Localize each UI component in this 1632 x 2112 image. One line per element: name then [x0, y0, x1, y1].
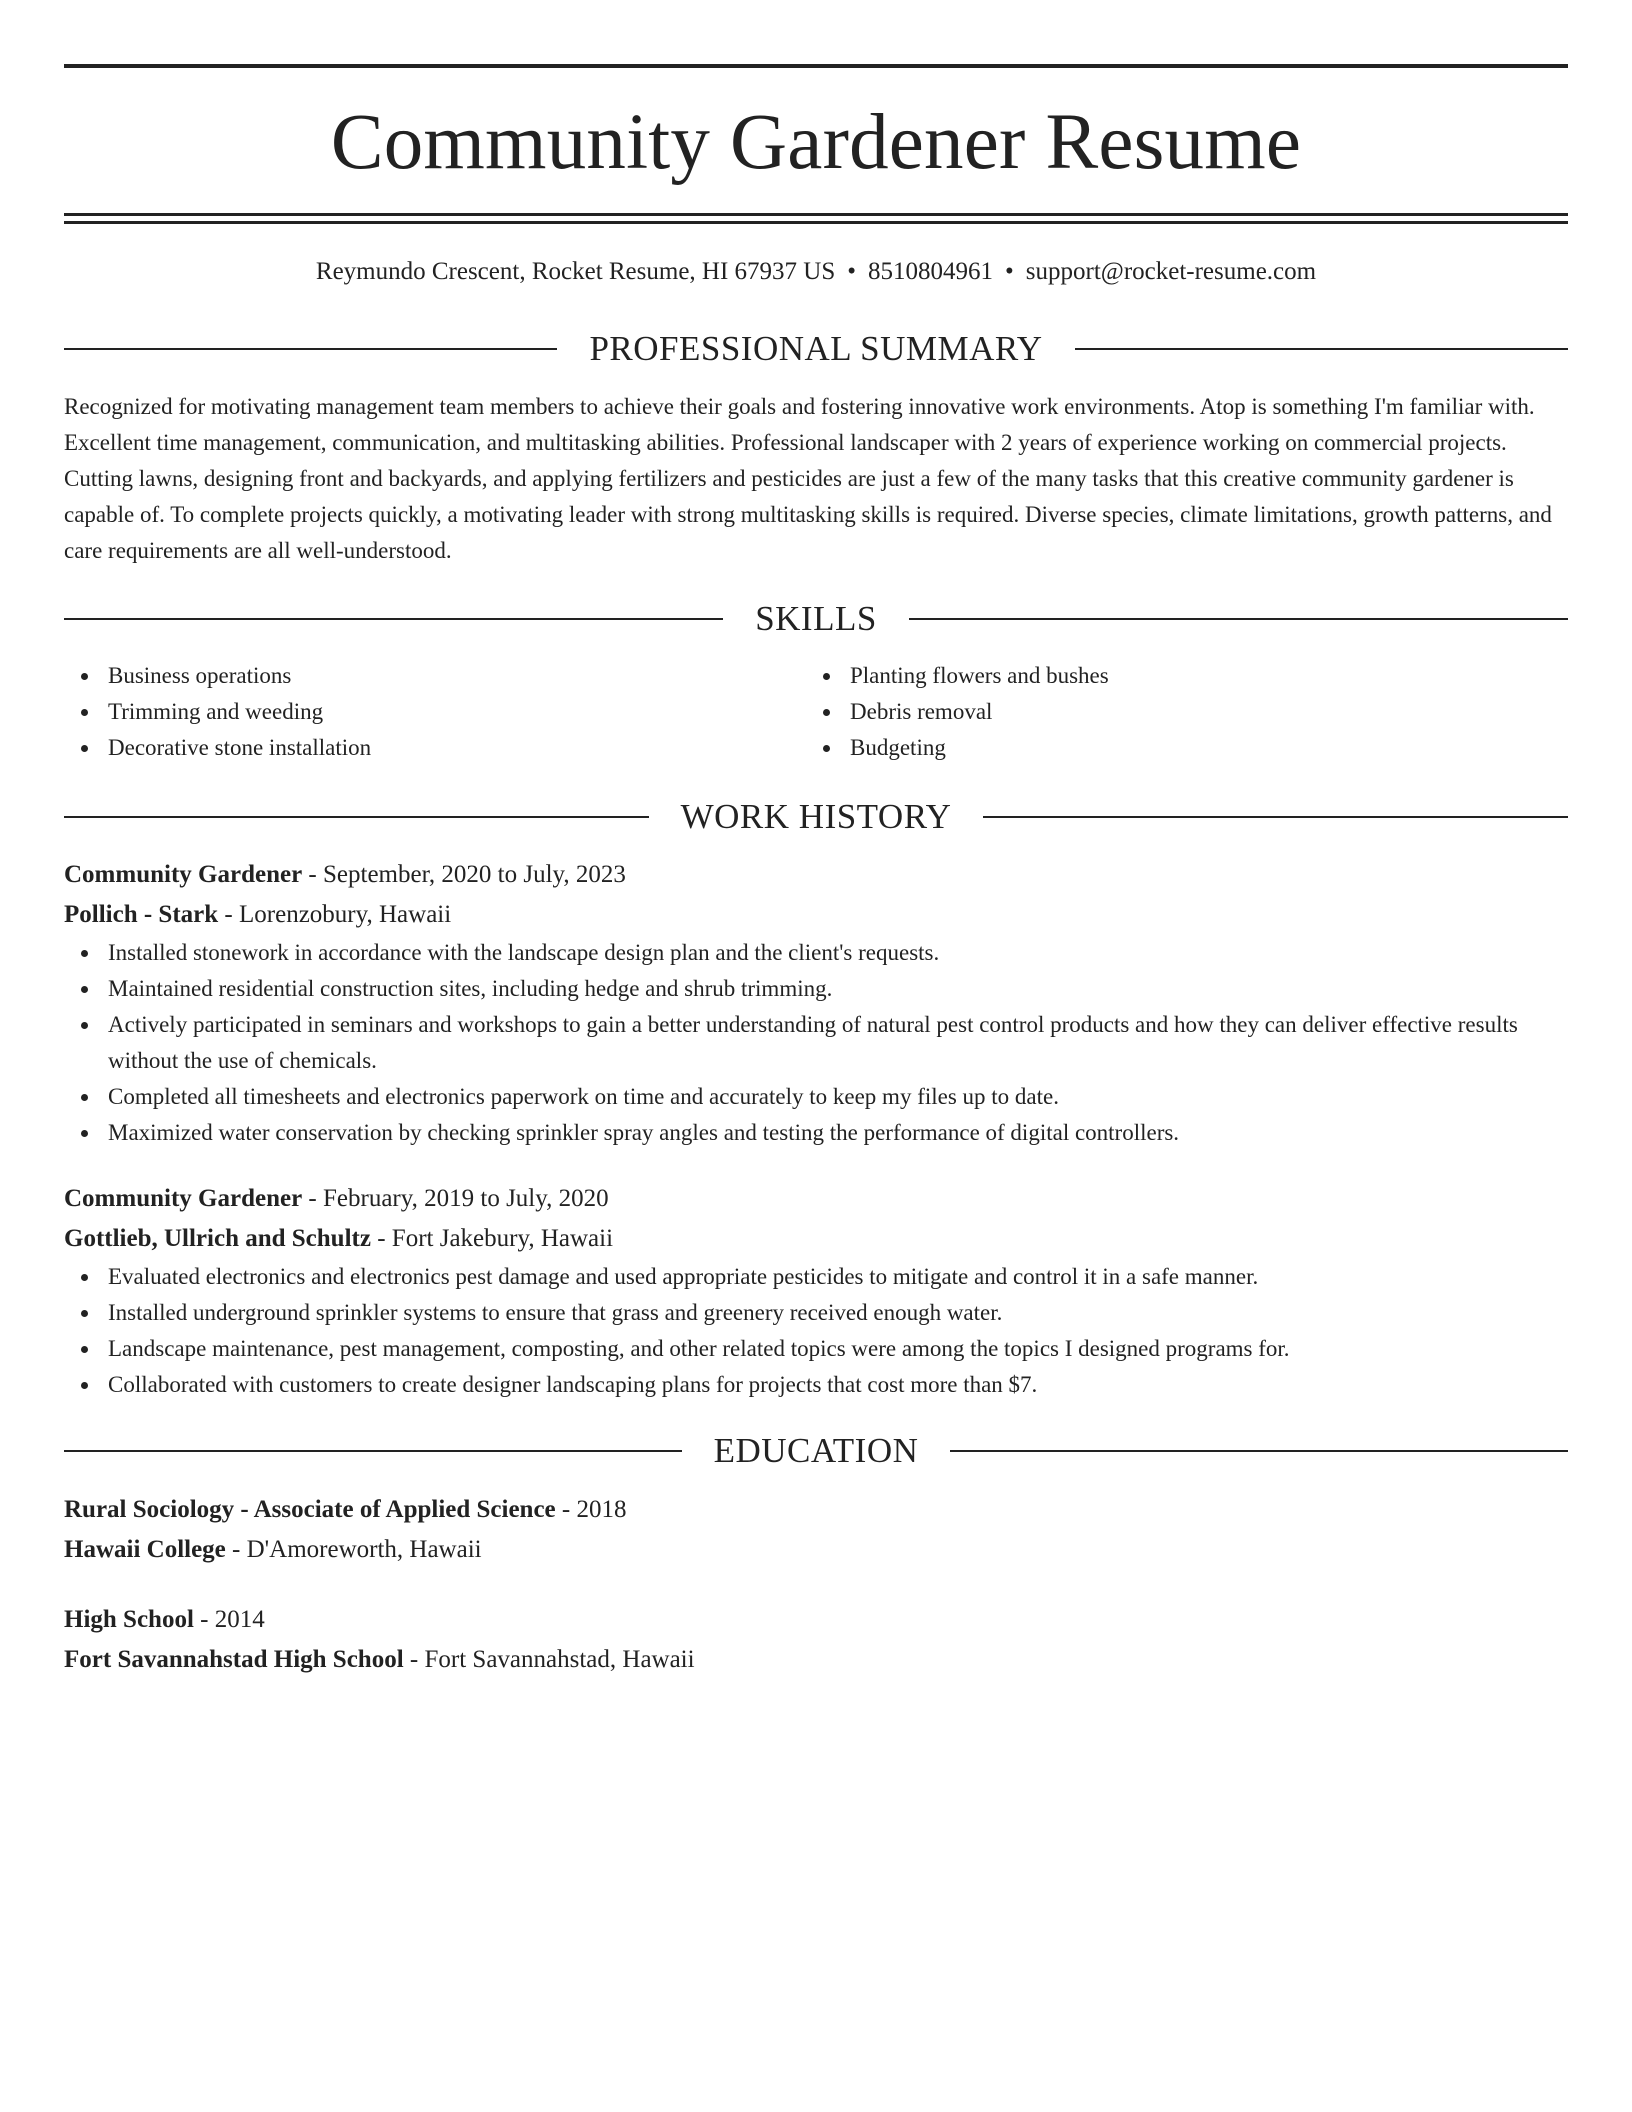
bullet-dot-icon — [81, 709, 88, 716]
job-bullet-text: Landscape maintenance, pest management, composting, and other related topics were among the topics I designed programs for. — [108, 1336, 1290, 1361]
skill-item — [64, 730, 806, 766]
job-company-line — [64, 1219, 1568, 1259]
heading-rule-right — [950, 1450, 1568, 1452]
education-school-line — [64, 1640, 1568, 1680]
job-company: Gottlieb, Ullrich and Schultz — [64, 1225, 371, 1252]
education-degree: High School — [64, 1606, 194, 1633]
heading-rule-right — [909, 618, 1568, 620]
skill-item — [806, 694, 1568, 730]
job-dates: - February, 2019 to July, 2020 — [302, 1185, 609, 1212]
skills-section-heading — [64, 597, 1568, 641]
job-bullet-text: Actively participated in seminars and workshops to gain a better understanding of natural pest control products and how they can deliver effective results without the use of chemicals. — [108, 1012, 1518, 1073]
resume-page — [64, 64, 1568, 1680]
skills-grid — [64, 658, 1568, 766]
skill-label: Budgeting — [850, 735, 946, 760]
job-company: Pollich - Stark — [64, 901, 219, 928]
job-bullet — [64, 1115, 1568, 1151]
job-bullet-text: Completed all timesheets and electronics paperwork on time and accurately to keep my files up to date. — [108, 1084, 1059, 1109]
resume-title: Community Gardener Resume — [330, 99, 1302, 186]
job-bullet — [64, 971, 1568, 1007]
heading-rule-right — [1075, 348, 1568, 350]
job-bullet — [64, 1007, 1568, 1079]
summary-heading-label: PROFESSIONAL SUMMARY — [589, 329, 1043, 368]
job-bullet — [64, 1331, 1568, 1367]
skill-label: Trimming and weeding — [108, 699, 324, 724]
bullet-dot-icon — [81, 1274, 88, 1281]
heading-rule-left — [64, 816, 649, 818]
job-location: - Lorenzobury, Hawaii — [218, 901, 452, 928]
bullet-dot-icon — [81, 950, 88, 957]
contact-line — [64, 255, 1568, 289]
bullet-dot-icon — [81, 1382, 88, 1389]
job-bullet-text: Evaluated electronics and electronics pest damage and used appropriate pesticides to mitigate and control it in a safe manner. — [108, 1264, 1259, 1289]
job-title: Community Gardener — [64, 1185, 303, 1212]
skills-list-left — [64, 658, 806, 766]
bullet-dot-icon — [81, 1094, 88, 1101]
education-degree-line — [64, 1600, 1568, 1640]
skill-item — [806, 730, 1568, 766]
skill-label: Planting flowers and bushes — [850, 663, 1109, 688]
skill-item — [64, 658, 806, 694]
work-heading-label: WORK HISTORY — [680, 797, 952, 836]
skill-item — [64, 694, 806, 730]
job-bullet-text: Installed underground sprinkler systems to ensure that grass and greenery received enough water. — [108, 1300, 1003, 1325]
bullet-dot-icon — [823, 673, 830, 680]
education-school: Hawaii College — [64, 1536, 226, 1563]
contact-separator: • — [1005, 258, 1014, 285]
top-rule — [64, 64, 1568, 68]
skill-item — [806, 658, 1568, 694]
contact-phone: 8510804961 — [868, 258, 994, 285]
education-school-line — [64, 1530, 1568, 1570]
job-company-line — [64, 895, 1568, 935]
job-bullet-text: Installed stonework in accordance with the landscape design plan and the client's requests. — [108, 940, 940, 965]
education-year: - 2014 — [193, 1606, 265, 1633]
title-double-rule — [64, 213, 1568, 224]
contact-address: Reymundo Crescent, Rocket Resume, HI 67937 US — [315, 258, 836, 285]
bullet-dot-icon — [823, 709, 830, 716]
skill-label: Debris removal — [850, 699, 993, 724]
job-title-line — [64, 855, 1568, 895]
bullet-dot-icon — [81, 1346, 88, 1353]
job-bullet-text: Maintained residential construction sites, including hedge and shrub trimming. — [108, 976, 833, 1001]
education-degree-line — [64, 1490, 1568, 1530]
bullet-dot-icon — [81, 673, 88, 680]
skills-list-right — [806, 658, 1568, 766]
skill-label: Business operations — [108, 663, 292, 688]
bullet-dot-icon — [81, 745, 88, 752]
job-bullet — [64, 1367, 1568, 1403]
summary-paragraph: Recognized for motivating management team members to achieve their goals and fostering innovative work environments. Atop is something I'm familiar with. Excellent time management, communication, and multitasking abilities. Professional landscaper with 2 years of experience working on commercial projects. Cutting lawns, designing front and backyards, and applying fertilizers and pesticides are just a few of the many tasks that this creative community gardener is capable of. To complete projects quickly, a motivating leader with strong multitasking skills is required. Diverse species, climate limitations, growth patterns, and care requirements are all well-understood. — [64, 394, 1552, 563]
education-school: Fort Savannahstad High School — [64, 1646, 404, 1673]
education-location: - D'Amoreworth, Hawaii — [225, 1536, 482, 1563]
summary-section-heading — [64, 327, 1568, 371]
bullet-dot-icon — [81, 1130, 88, 1137]
education-heading-label: EDUCATION — [713, 1431, 919, 1470]
job-location: - Fort Jakebury, Hawaii — [370, 1225, 614, 1252]
job-bullet — [64, 1295, 1568, 1331]
bullet-dot-icon — [823, 745, 830, 752]
education-degree: Rural Sociology - Associate of Applied Science — [64, 1496, 556, 1523]
heading-rule-right — [983, 816, 1568, 818]
bullet-dot-icon — [81, 1310, 88, 1317]
job-title-line — [64, 1179, 1568, 1219]
bullet-dot-icon — [81, 1022, 88, 1029]
work-section-heading — [64, 795, 1568, 839]
heading-rule-left — [64, 1450, 682, 1452]
education-section-heading — [64, 1429, 1568, 1473]
job-title: Community Gardener — [64, 861, 303, 888]
job-dates: - September, 2020 to July, 2023 — [302, 861, 626, 888]
heading-rule-left — [64, 348, 557, 350]
job-bullet-text: Collaborated with customers to create designer landscaping plans for projects that cost more than $7. — [108, 1372, 1038, 1397]
heading-rule-left — [64, 618, 723, 620]
job-bullets — [64, 935, 1568, 1151]
job-bullet — [64, 935, 1568, 971]
contact-separator: • — [847, 258, 857, 285]
skill-label: Decorative stone installation — [108, 735, 372, 760]
job-bullet — [64, 1259, 1568, 1295]
job-bullet — [64, 1079, 1568, 1115]
job-bullet-text: Maximized water conservation by checking sprinkler spray angles and testing the performance of digital controllers. — [108, 1120, 1180, 1145]
bullet-dot-icon — [81, 986, 88, 993]
education-location: - Fort Savannahstad, Hawaii — [403, 1646, 695, 1673]
contact-email: support@rocket-resume.com — [1025, 258, 1317, 285]
job-bullets — [64, 1259, 1568, 1403]
skills-heading-label: SKILLS — [755, 599, 877, 638]
education-year: - 2018 — [555, 1496, 627, 1523]
